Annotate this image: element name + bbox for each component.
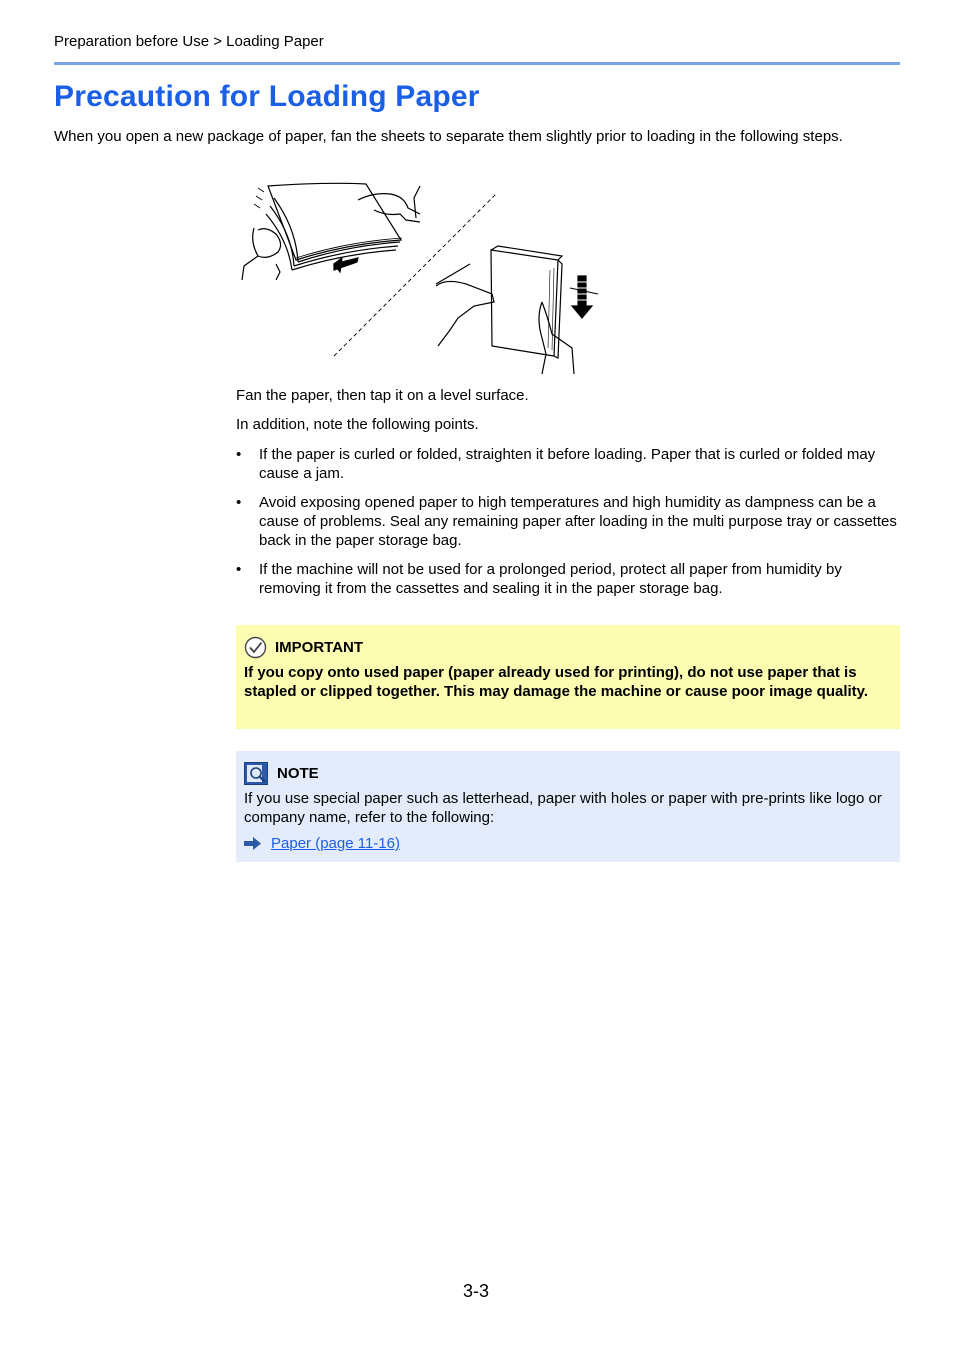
- addition-text: In addition, note the following points.: [236, 416, 479, 433]
- list-item: [236, 445, 900, 483]
- note-box: [236, 751, 900, 862]
- note-text: If you use special paper such as letterhead, paper with holes or paper with pre-prints like logo or company name, refer to the following:: [244, 790, 882, 826]
- note-label: NOTE: [277, 765, 319, 782]
- bullet-icon: •: [236, 446, 242, 463]
- check-circle-icon: [244, 636, 267, 659]
- page-title: Precaution for Loading Paper: [54, 80, 480, 113]
- paper-page-link[interactable]: Paper (page 11-16): [271, 835, 400, 852]
- list-item-text: Avoid exposing opened paper to high temperatures and high humidity as dampness can be a cause of problems. Seal any remaining paper after loading in the multi purpose tray or cassettes back in the paper storage bag.: [259, 494, 897, 549]
- note-link-row[interactable]: [244, 835, 400, 852]
- arrow-right-icon: [244, 837, 261, 850]
- fanning-paper-illustration: [236, 178, 616, 378]
- important-box: [236, 625, 900, 729]
- header-divider: [54, 62, 900, 65]
- list-item-text: If the machine will not be used for a prolonged period, protect all paper from humidity by removing it from the cassettes and sealing it in the paper storage bag.: [259, 561, 842, 597]
- important-text: If you copy onto used paper (paper already used for printing), do not use paper that is stapled or clipped together. This may damage the machine or cause poor image quality.: [244, 664, 869, 700]
- figure-caption: Fan the paper, then tap it on a level surface.: [236, 387, 529, 404]
- important-label: IMPORTANT: [275, 639, 364, 656]
- bullet-icon: •: [236, 561, 242, 578]
- precaution-list: [236, 445, 900, 608]
- bullet-icon: •: [236, 494, 242, 511]
- breadcrumb: Preparation before Use > Loading Paper: [54, 33, 324, 50]
- note-magnifier-icon: [244, 762, 268, 785]
- important-header: [244, 636, 363, 659]
- intro-paragraph: When you open a new package of paper, fan the sheets to separate them slightly prior to loading in the following steps.: [54, 128, 843, 145]
- list-item-text: If the paper is curled or folded, straighten it before loading. Paper that is curled or folded may cause a jam.: [259, 446, 876, 482]
- page-number: 3-3: [463, 1281, 490, 1301]
- note-header: [244, 762, 319, 785]
- list-item: [236, 493, 900, 550]
- list-item: [236, 560, 900, 598]
